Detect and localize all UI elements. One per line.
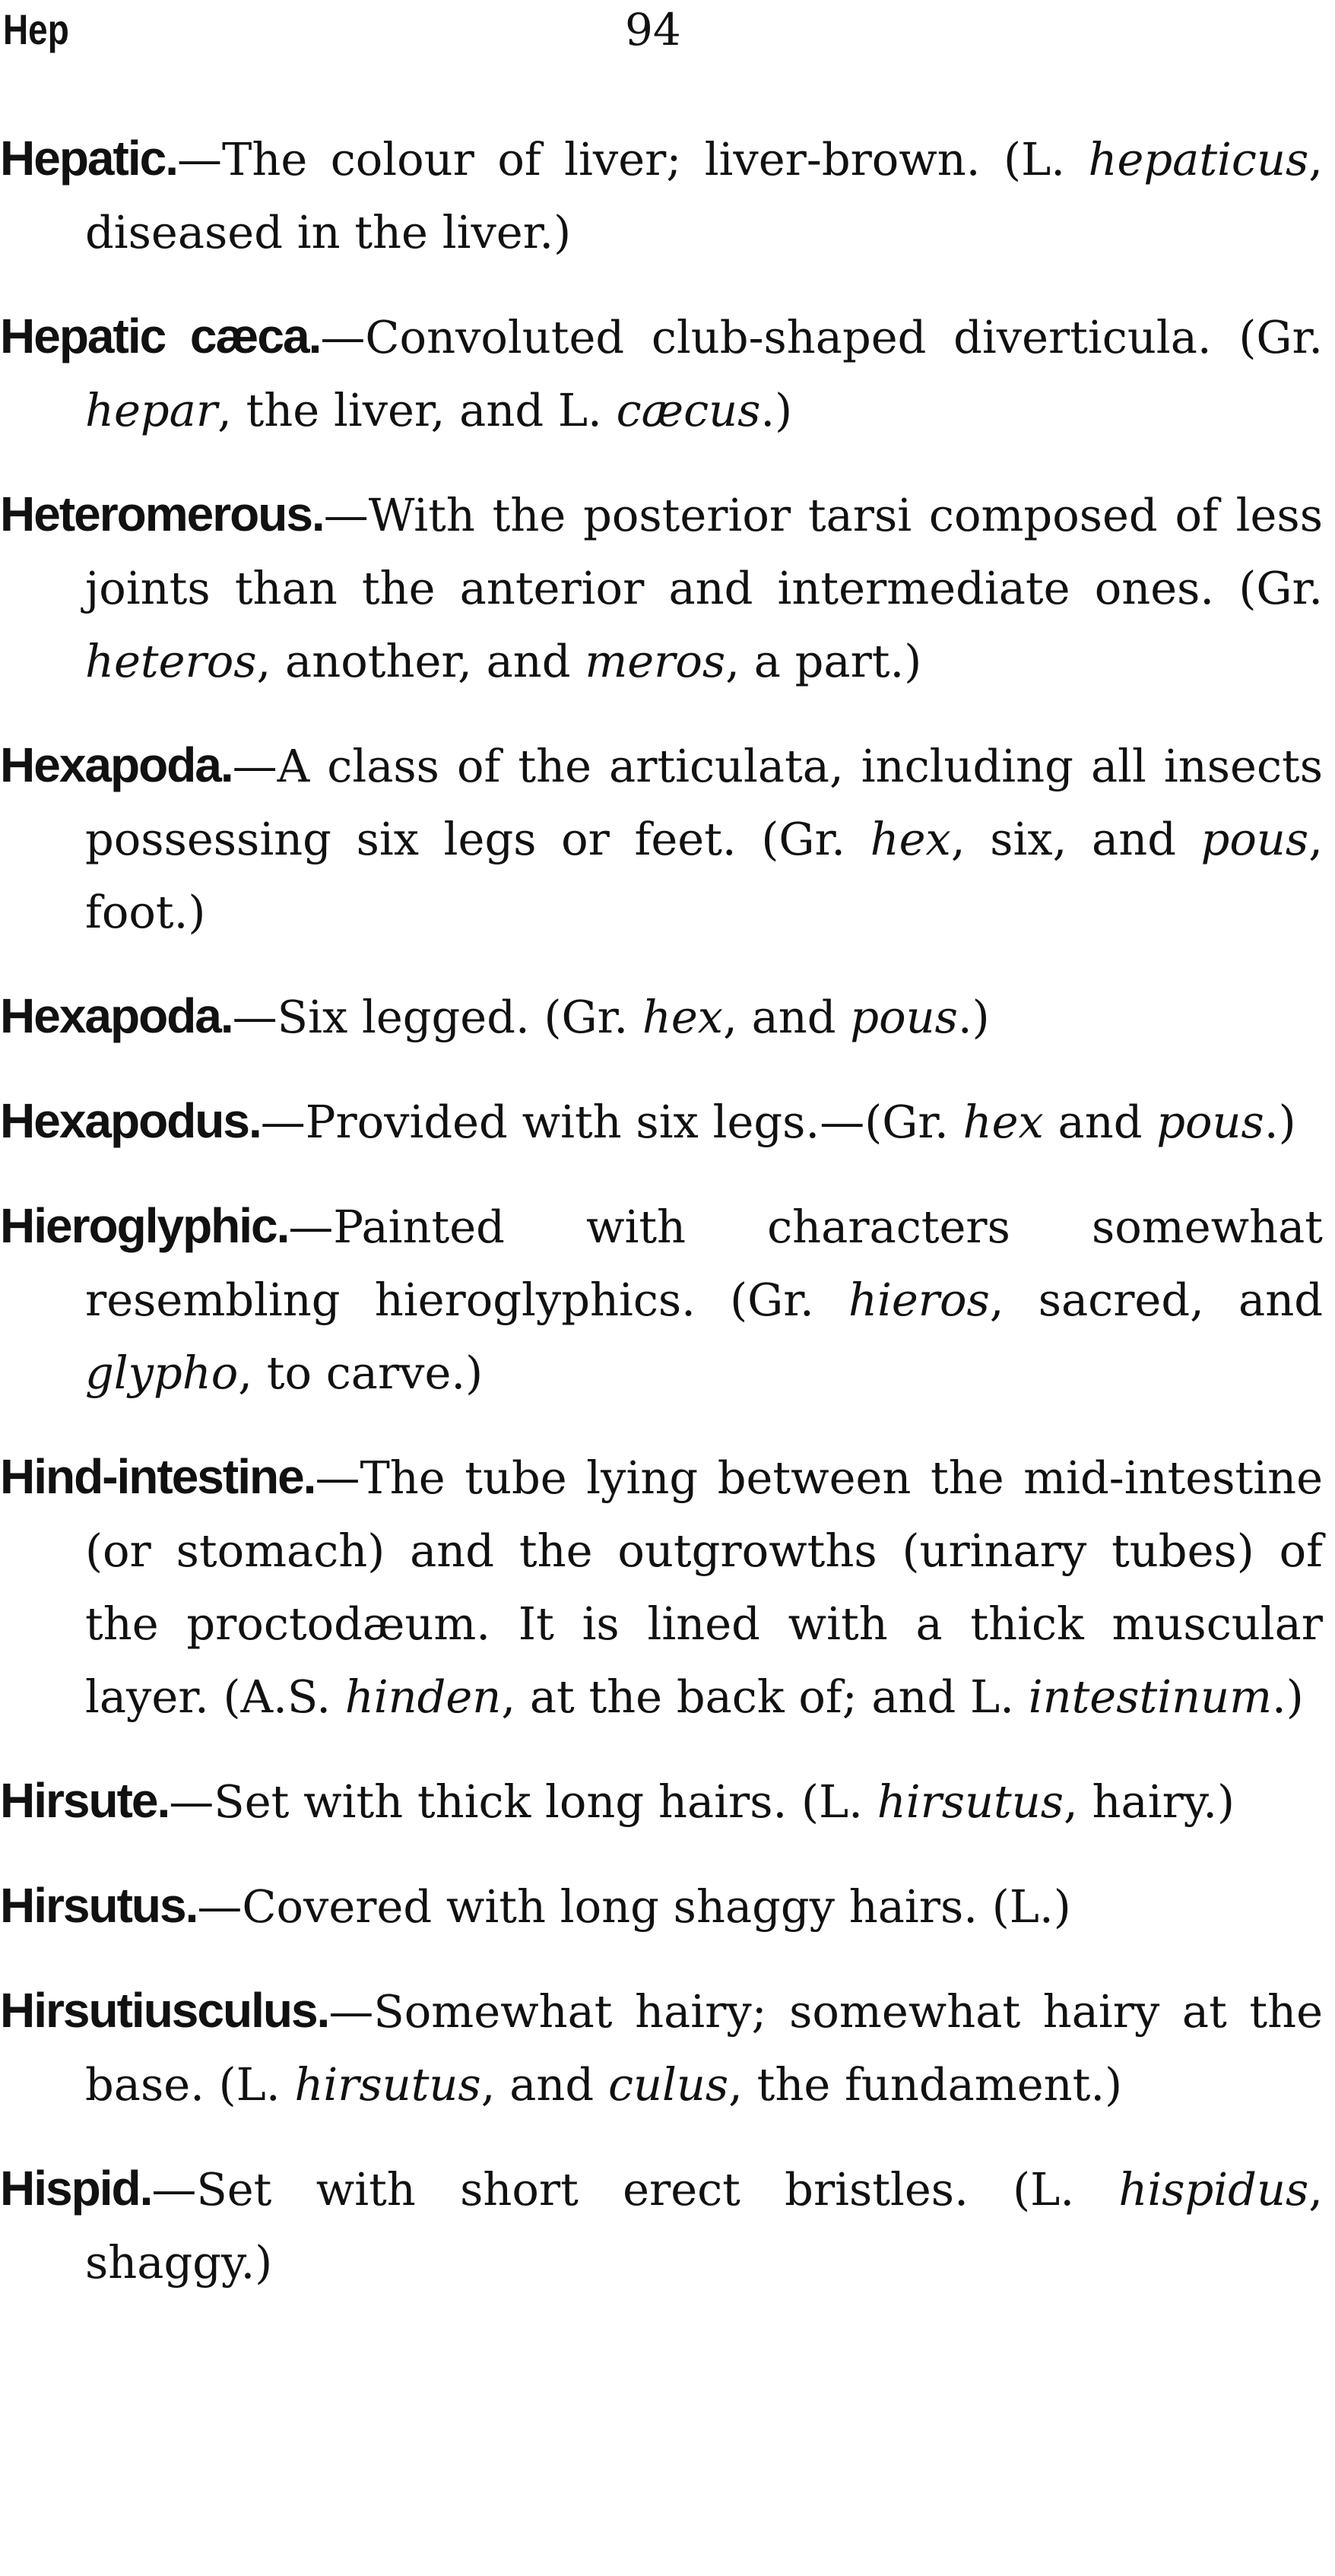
etymology-text: and: [1043, 1096, 1157, 1148]
etymology-text: , and: [723, 991, 851, 1043]
entry-headword: Hirsutus.: [0, 1878, 198, 1933]
etymology-text: , six, and: [950, 813, 1201, 865]
etymology-text: , the fundament.): [728, 2058, 1123, 2111]
etymology-text: , shaggy.): [85, 2163, 1323, 2289]
entry-definition: —Provided with six legs.: [260, 1096, 820, 1148]
entry-headword: Hexapoda.: [0, 988, 233, 1043]
etymology-text: .): [957, 991, 990, 1043]
etymology-term: pous: [850, 991, 958, 1043]
etymology-text: (L.: [968, 2163, 1119, 2216]
entry-etymology: [787, 1775, 1235, 1828]
glossary-entry: [0, 1084, 1323, 1159]
etymology-term: pous: [1200, 813, 1309, 865]
etymology-text: .): [1264, 1096, 1296, 1148]
glossary-entry: [0, 1869, 1323, 1943]
page-number: 94: [625, 4, 681, 56]
entry-etymology: [820, 1096, 1295, 1148]
entry-definition: —Set with thick long hairs.: [169, 1775, 788, 1828]
entry-definition: —Set with short erect bristles.: [151, 2163, 969, 2216]
glossary-entry: [0, 477, 1323, 698]
etymology-term: hirsutus: [877, 1775, 1064, 1828]
etymology-text: (Gr.: [695, 1274, 848, 1326]
etymology-text: .): [1272, 1670, 1304, 1723]
glossary-entry: [0, 728, 1323, 949]
entry-etymology: [205, 2058, 1122, 2111]
etymology-term: heteros: [85, 635, 257, 687]
glossary-entry: [0, 1189, 1323, 1410]
etymology-text: , the liver, and L.: [217, 384, 617, 436]
glossary-entry: [0, 1974, 1323, 2121]
entry-headword: Hirsute.: [0, 1773, 170, 1828]
etymology-term: hirsutus: [294, 2058, 481, 2111]
etymology-text: , foot.): [85, 813, 1323, 938]
entry-definition: —Somewhat hairy; somewhat hairy at the base.: [85, 1985, 1323, 2111]
etymology-term: hispidus: [1118, 2163, 1309, 2216]
etymology-term: glypho: [85, 1347, 239, 1399]
etymology-text: , hairy.): [1064, 1775, 1235, 1828]
etymology-term: hieros: [848, 1274, 990, 1326]
entry-headword: Hispid.: [0, 2161, 152, 2216]
entry-definition: —Convoluted club-shaped diverticula.: [320, 311, 1212, 363]
etymology-term: hepar: [85, 384, 218, 436]
etymology-text: (L.: [204, 2058, 295, 2111]
running-head: [0, 3, 1335, 56]
glossary-entry: [0, 300, 1323, 447]
glossary-entry: [0, 122, 1323, 269]
entry-headword: Hexapodus.: [0, 1093, 261, 1148]
glossary-entry: [0, 1764, 1323, 1838]
entry-definition: —The tube lying between the mid-intestine (or stomach) and the outgrowths (urinary tubes) of the proctodæum. It is lined with a thick muscular layer.: [85, 1451, 1323, 1723]
glossary-entry: [0, 1440, 1323, 1734]
etymology-term: meros: [585, 635, 726, 687]
entry-etymology: [978, 1880, 1071, 1933]
entry-headword: Hepatic cæca.: [0, 309, 321, 363]
etymology-text: , and: [480, 2058, 608, 2111]
entry-definition: —Painted with characters somewhat resembling hieroglyphics.: [85, 1201, 1323, 1326]
etymology-text: (Gr.: [736, 813, 870, 865]
entry-headword: Hieroglyphic.: [0, 1198, 289, 1253]
entry-headword: Heteromerous.: [0, 487, 324, 541]
entry-headword: Hirsutiusculus.: [0, 1983, 329, 2038]
etymology-text: , to carve.): [238, 1347, 484, 1399]
entry-definition: —A class of the articulata, including all insects possessing six legs or feet.: [85, 740, 1323, 865]
glossary-entry: [0, 2152, 1323, 2299]
etymology-text: , sacred, and: [989, 1274, 1324, 1326]
guide-word: Hep: [3, 5, 69, 53]
etymology-term: pous: [1156, 1096, 1264, 1148]
etymology-term: hinden: [344, 1670, 502, 1723]
glossary-entry: [0, 979, 1323, 1054]
entry-definition: —The colour of liver; liver-brown.: [176, 133, 981, 186]
etymology-text: (Gr.: [1214, 562, 1323, 614]
etymology-term: culus: [607, 2058, 729, 2111]
entry-etymology: [530, 991, 990, 1043]
etymology-term: hex: [962, 1096, 1044, 1148]
etymology-text: (L.: [787, 1775, 877, 1828]
etymology-text: (Gr.: [1211, 311, 1323, 363]
etymology-term: intestinum: [1028, 1670, 1273, 1723]
etymology-text: (A.S.: [208, 1670, 345, 1723]
etymology-term: hex: [642, 991, 724, 1043]
etymology-text: .): [760, 384, 793, 436]
entry-definition: —Covered with long shaggy hairs.: [197, 1880, 978, 1933]
etymology-term: hepaticus: [1088, 133, 1309, 186]
etymology-text: , a part.): [725, 635, 922, 687]
glossary-entries: [0, 122, 1323, 2330]
etymology-text: , another, and: [256, 635, 585, 687]
entry-definition: —Six legged.: [232, 991, 530, 1043]
etymology-term: hex: [870, 813, 951, 865]
etymology-text: —(Gr.: [820, 1096, 963, 1148]
etymology-text: , at the back of; and L.: [501, 1670, 1029, 1723]
entry-headword: Hepatic.: [0, 131, 177, 186]
etymology-text: , diseased in the liver.): [85, 133, 1323, 259]
entry-headword: Hind-intestine.: [0, 1449, 316, 1504]
etymology-term: cæcus: [616, 384, 761, 436]
etymology-text: (Gr.: [529, 991, 642, 1043]
entry-etymology: [209, 1670, 1304, 1723]
entry-headword: Hexapoda.: [0, 738, 233, 792]
etymology-text: (L.: [980, 133, 1089, 186]
etymology-text: (L.): [978, 1880, 1071, 1933]
entry-definition: —With the posterior tarsi composed of less joints than the anterior and intermediate ones.: [85, 489, 1323, 614]
